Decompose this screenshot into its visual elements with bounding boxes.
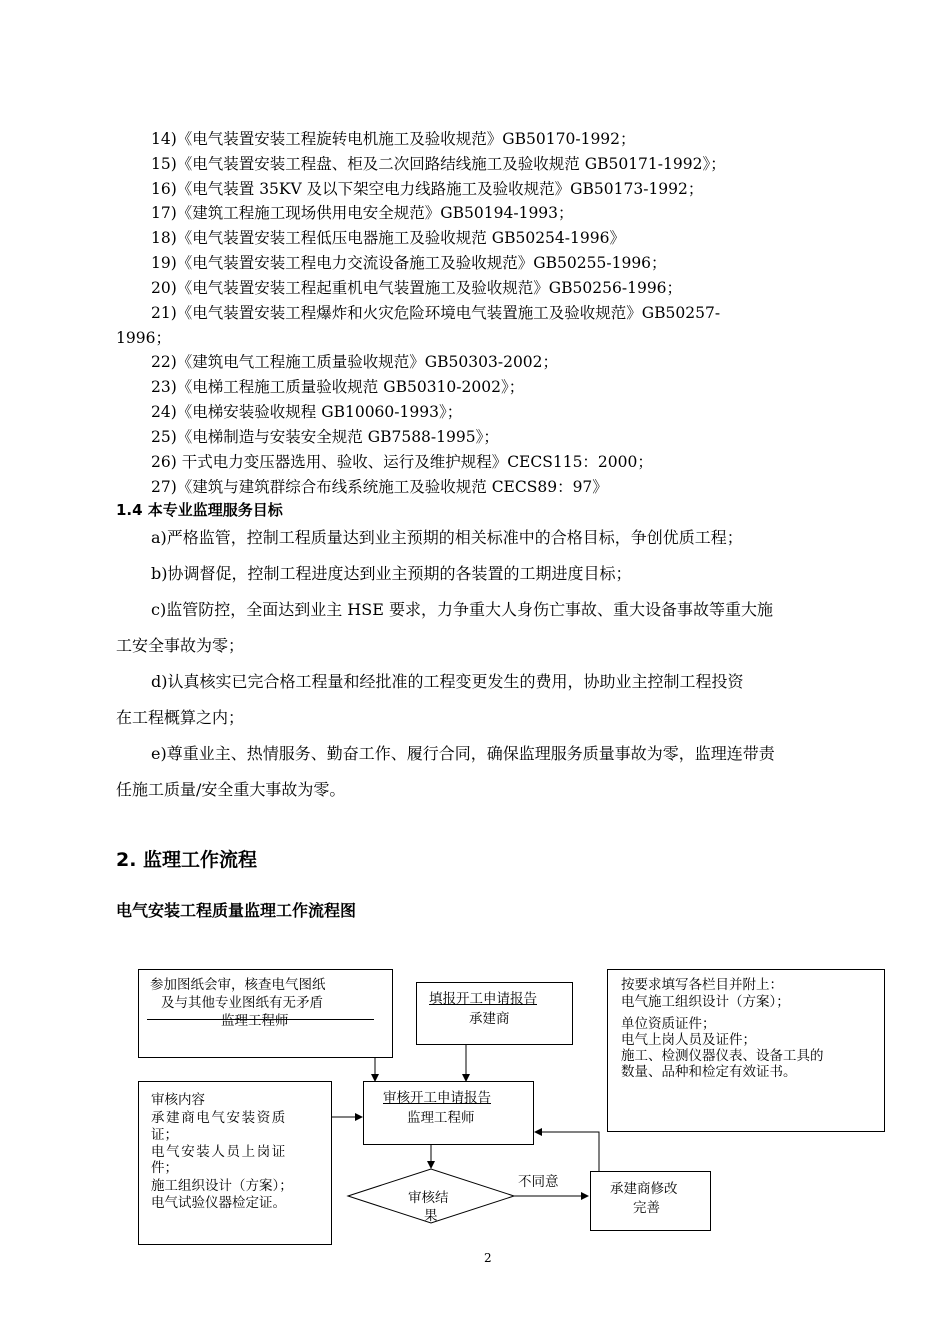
decision-label: 果 [424,1208,438,1224]
reference-item-continuation: 1996； [116,329,171,347]
reference-item: 14)《电气装置安装工程旋转电机施工及验收规范》GB50170-1992； [151,130,636,148]
flow-box-apply [416,982,573,1045]
reference-item: 20)《电气装置安装工程起重机电气装置施工及验收规范》GB50256-1996； [151,279,683,297]
reference-item: 19)《电气装置安装工程电力交流设备施工及验收规范》GB50255-1996； [151,254,667,272]
goal-line: 任施工质量/安全重大事故为零。 [116,780,346,799]
section-heading-2: 2. 监理工作流程 [116,849,258,871]
flow-box-text: 电气安装人员上岗证 [151,1144,287,1160]
reference-item: 18)《电气装置安装工程低压电器施工及验收规范 GB50254-1996》 [151,229,625,247]
flow-box-text: 监理工程师 [407,1110,475,1126]
goal-line: b)协调督促，控制工程进度达到业主预期的各装置的工期进度目标； [151,564,632,583]
flow-box-text: 审核内容 [151,1092,205,1108]
reference-item: 21)《电气装置安装工程爆炸和火灾危险环境电气装置施工及验收规范》GB50257- [151,304,721,322]
flow-box-text: 审核开工申请报告 [383,1090,491,1106]
flow-box-review-apply [363,1081,534,1145]
flow-box-text: 单位资质证件； [621,1016,716,1032]
reference-item: 16)《电气装置 35KV 及以下架空电力线路施工及验收规范》GB50173-1992； [151,180,704,198]
flow-box-text: 施工、检测仪器仪表、设备工具的 [621,1048,824,1064]
flow-box-text: 承建商 [469,1011,510,1027]
flow-box-drawing-review [138,969,393,1058]
flow-box-text: 电气上岗人员及证件； [621,1032,756,1048]
flow-box-text: 承建商电气安装资质 [151,1110,287,1126]
reference-item: 22)《建筑电气工程施工质量验收规范》GB50303-2002； [151,353,559,371]
flow-box-modify [590,1171,711,1231]
goal-line: c)监管防控，全面达到业主 HSE 要求，力争重大人身伤亡事故、重大设备事故等重大施 [151,600,773,619]
reference-item: 24)《电梯安装验收规程 GB10060-1993》； [151,403,463,421]
goal-line: d)认真核实已完合格工程量和经批准的工程变更发生的费用，协助业主控制工程投资 [151,672,744,691]
goal-line: 工安全事故为零； [116,636,245,655]
flow-box-text: 监理工程师 [221,1013,289,1029]
flow-box-text: 电气试验仪器检定证。 [151,1195,286,1211]
flow-box-text: 件； [151,1160,178,1176]
flow-box-text: 参加图纸会审，核查电气图纸 [150,977,326,993]
flow-box-text: 电气施工组织设计（方案）； [621,994,790,1010]
flow-box-review-content [138,1081,332,1245]
flow-box-text: 及与其他专业图纸有无矛盾 [161,995,323,1011]
reference-item: 15)《电气装置安装工程盘、柜及二次回路结线施工及验收规范 GB50171-1992》； [151,155,726,173]
edge-label-disagree: 不同意 [518,1174,559,1190]
reference-item: 23)《电梯工程施工质量验收规范 GB50310-2002》； [151,378,525,396]
page-number: 2 [484,1251,492,1265]
reference-item: 26) 干式电力变压器选用、验收、运行及维护规程》CECS115：2000； [151,453,653,471]
flow-box-text: 按要求填写各栏目并附上： [621,977,783,993]
flow-box-text: 完善 [633,1200,660,1216]
section-heading-1-4: 1.4 本专业监理服务目标 [116,501,283,519]
goal-line: a)严格监管，控制工程质量达到业主预期的相关标准中的合格目标，争创优质工程； [151,528,743,547]
flow-box-attachments [607,969,885,1132]
goal-line: 在工程概算之内； [116,708,245,727]
reference-item: 25)《电梯制造与安装安全规范 GB7588-1995》； [151,428,499,446]
flow-box-text: 承建商修改 [610,1181,678,1197]
reference-item: 27)《建筑与建筑群综合布线系统施工及验收规范 CECS89：97》 [151,478,608,496]
flow-box-text: 数量、品种和检定有效证书。 [621,1064,797,1080]
connector-arrow [535,1132,599,1171]
flow-box-text: 证； [151,1127,178,1143]
flow-box-text: 填报开工申请报告 [429,991,537,1007]
decision-label: 审核结 [408,1190,449,1206]
flowchart-title: 电气安装工程质量监理工作流程图 [116,901,357,920]
goal-line: e)尊重业主、热情服务、勤奋工作、履行合同，确保监理服务质量事故为零，监理连带责 [151,744,775,763]
reference-item: 17)《建筑工程施工现场供用电安全规范》GB50194-1993； [151,204,574,222]
flow-box-text: 施工组织设计（方案）； [151,1178,293,1194]
